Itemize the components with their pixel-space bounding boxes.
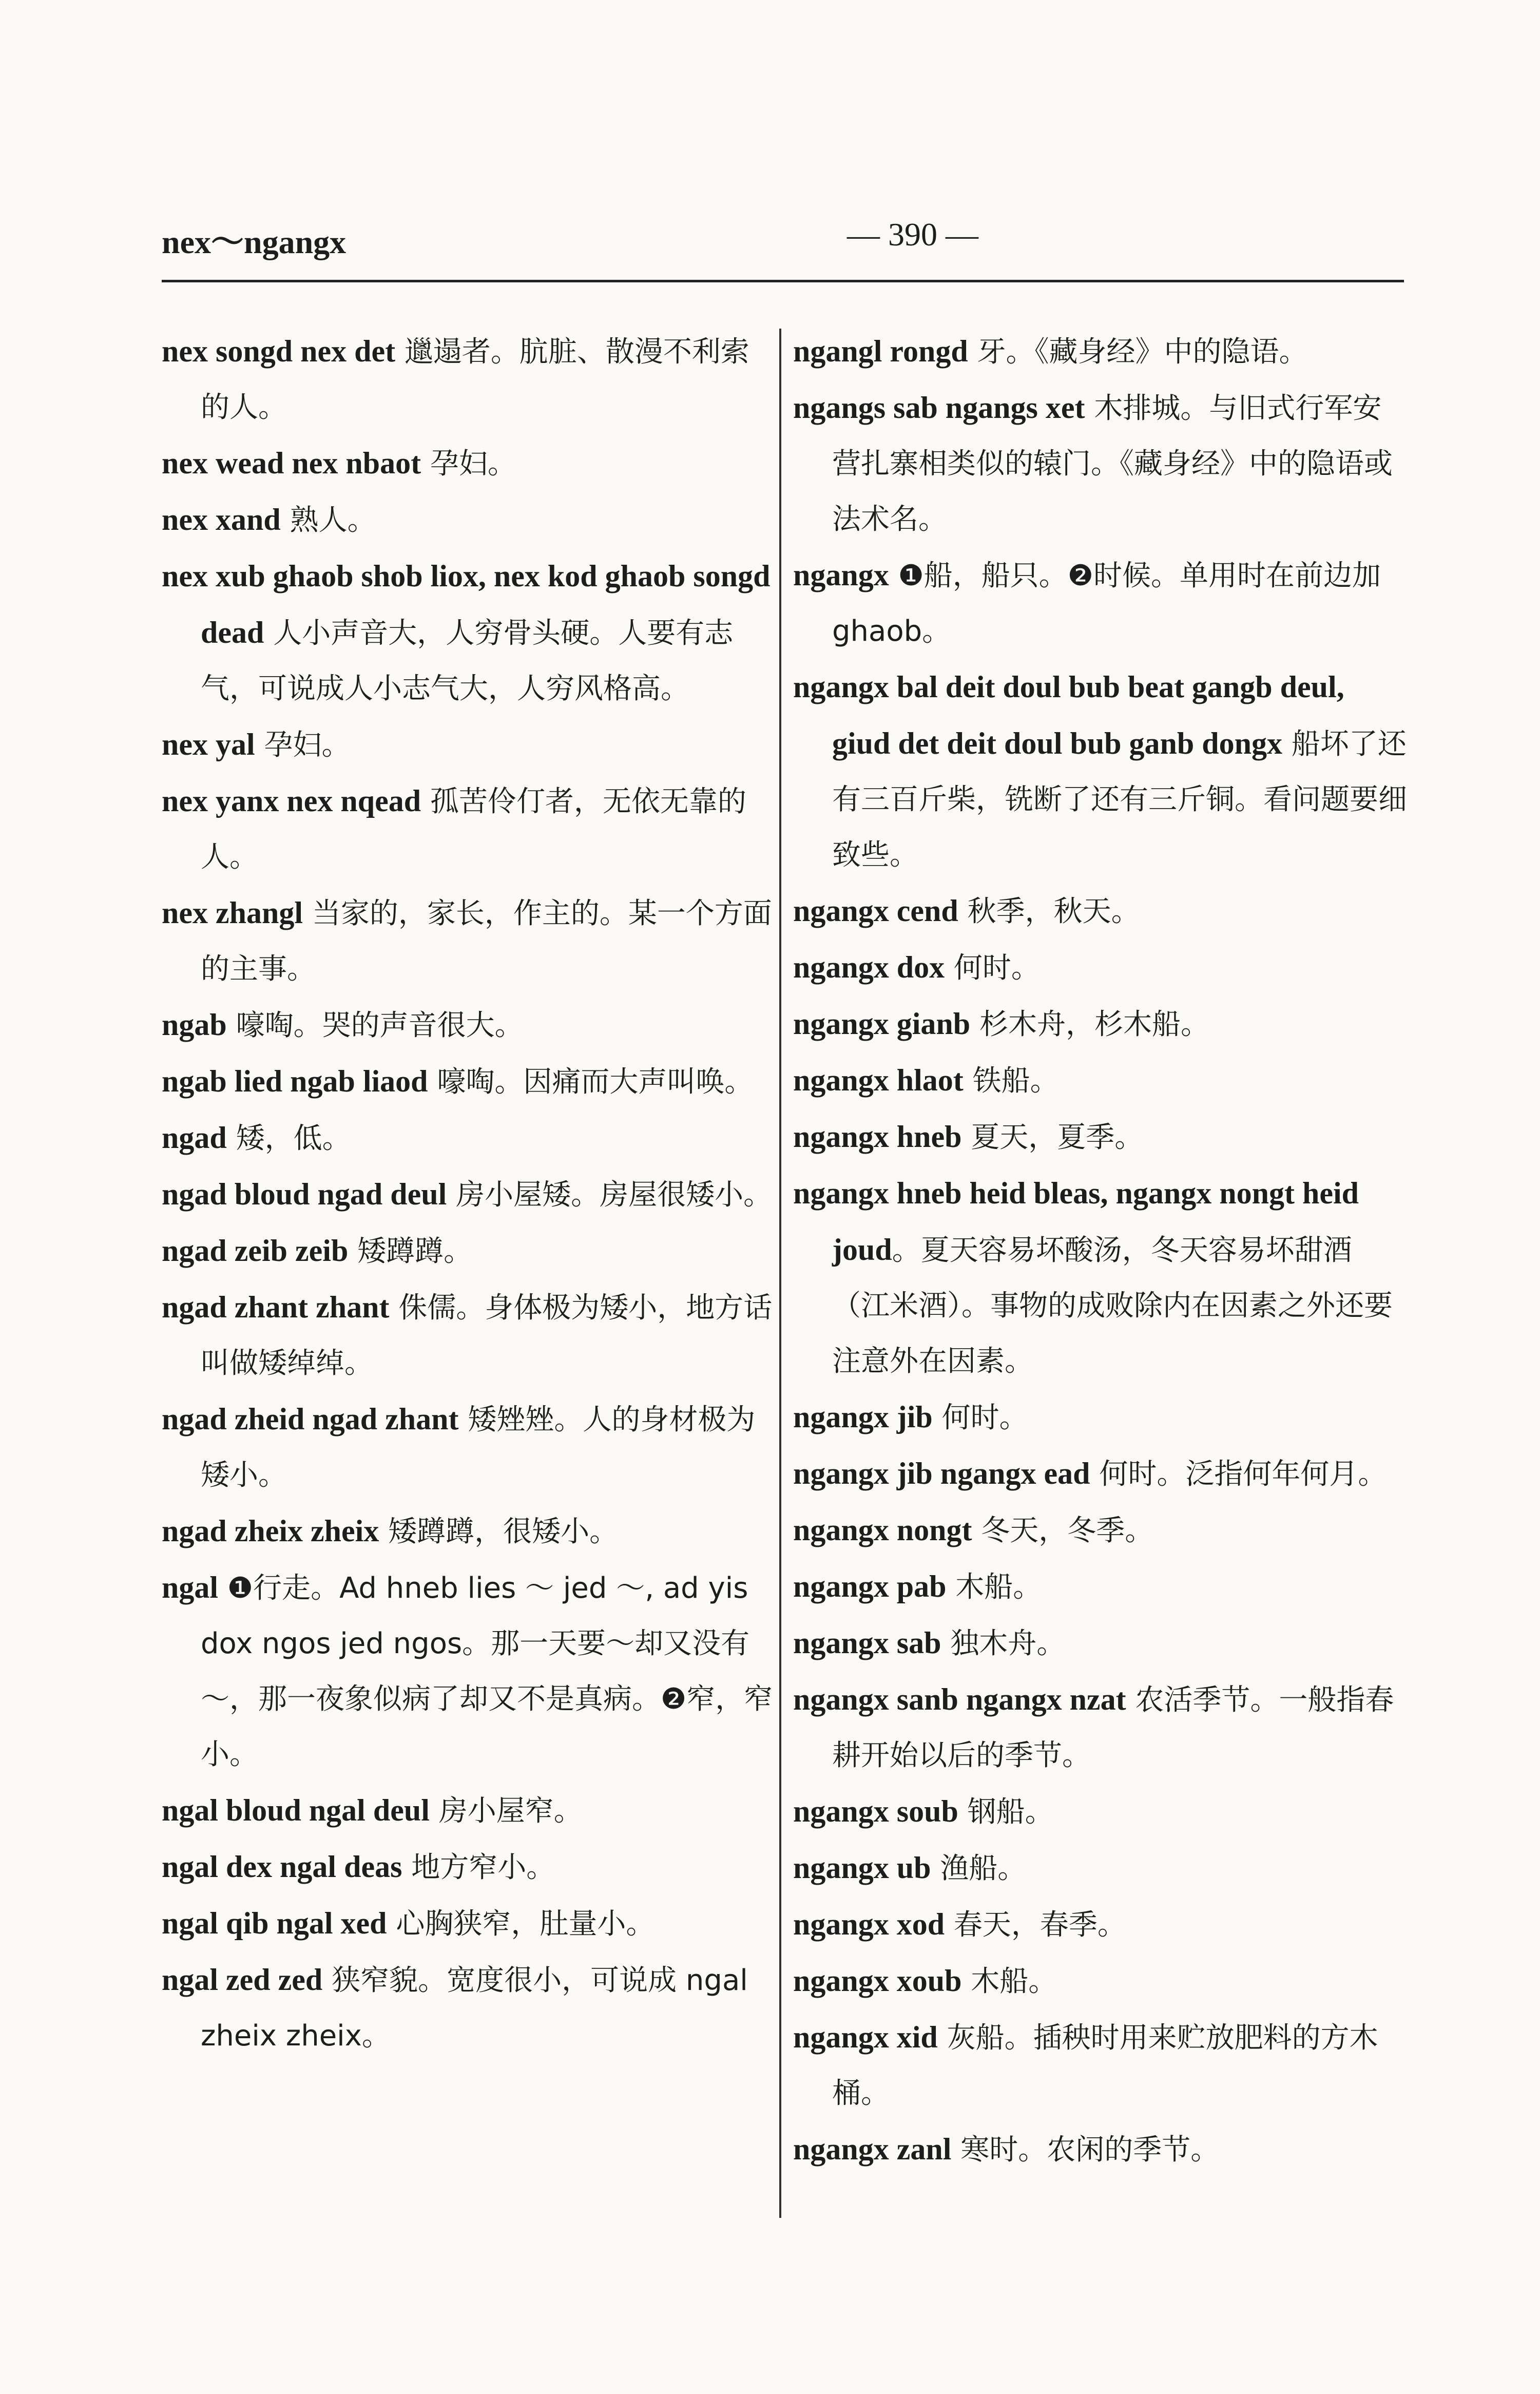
- running-header: [162, 216, 1404, 272]
- left-column: [162, 323, 778, 2064]
- headword: ngangx pab: [793, 1569, 947, 1603]
- definition: 夏天，夏季。: [971, 1121, 1144, 1154]
- definition: 木船。: [971, 1965, 1057, 1998]
- dictionary-entry: [162, 885, 778, 997]
- dictionary-entry: [793, 1165, 1409, 1389]
- definition: 矮，低。: [236, 1122, 351, 1155]
- headword: ngangx gianb: [793, 1007, 971, 1041]
- headword: ngangs sab ngangs xet: [793, 391, 1085, 425]
- definition: 铁船。: [972, 1064, 1059, 1098]
- dictionary-entry: [793, 323, 1409, 380]
- definition: 孤苦伶仃者，无依无靠的人。: [201, 785, 746, 874]
- headword: ngad zheid ngad zhant: [162, 1402, 459, 1436]
- definition: 春天，春季。: [953, 1908, 1126, 1942]
- dictionary-entry: [162, 773, 778, 885]
- definition: 当家的，家长，作主的。某一个方面的主事。: [201, 897, 772, 986]
- definition: 灰船。插秧时用来贮放肥料的方木桶。: [832, 2021, 1378, 2110]
- guide-words: nex～ngangx: [162, 224, 346, 260]
- definition: 嚎啕。哭的声音很大。: [236, 1009, 524, 1042]
- dictionary-entry: [793, 659, 1409, 883]
- definition: 农活季节。一般指春耕开始以后的季节。: [832, 1683, 1394, 1772]
- dictionary-entry: [793, 2009, 1409, 2121]
- definition: 熟人。: [290, 504, 376, 537]
- definition: 矮蹲蹲。: [357, 1235, 473, 1268]
- dictionary-entry: [162, 1223, 778, 1279]
- definition: 何时。: [953, 951, 1040, 985]
- headword: nex songd nex det: [162, 334, 396, 368]
- dictionary-entry: [162, 1839, 778, 1895]
- headword: ngangx jib: [793, 1400, 933, 1434]
- dictionary-entry: [793, 380, 1409, 547]
- headword: nex yal: [162, 727, 255, 761]
- definition: 孕妇。: [264, 729, 351, 762]
- definition: 人小声音大，人穷骨头硬。人要有志气，可说成人小志气大，人穷风格高。: [201, 617, 734, 705]
- headword: ngal dex ngal deas: [162, 1850, 402, 1884]
- headword: ngal: [162, 1571, 219, 1604]
- definition: 杉木舟，杉木船。: [979, 1008, 1209, 1041]
- right-column: [793, 323, 1409, 2178]
- headword: ngad zhant zhant: [162, 1290, 390, 1324]
- headword: ngangx bal deit doul bub beat gangb deul, giud det deit doul bub ganb dongx: [793, 670, 1344, 760]
- headword: ngangx zanl: [793, 2132, 952, 2166]
- definition: 冬天，冬季。: [981, 1514, 1154, 1547]
- headword: ngangx hlaot: [793, 1063, 964, 1097]
- headword: nex yanx nex nqead: [162, 784, 421, 818]
- definition: 心胸狭窄，肚量小。: [396, 1907, 655, 1941]
- headword: ngal qib ngal xed: [162, 1906, 387, 1940]
- headword: ngad zeib zeib: [162, 1234, 349, 1268]
- headword: ngangx jib ngangx ead: [793, 1457, 1090, 1490]
- dictionary-entry: [162, 1391, 778, 1503]
- dictionary-entry: [162, 1560, 778, 1783]
- definition: 独木舟。: [950, 1627, 1066, 1660]
- page-number: — 390 —: [847, 216, 978, 253]
- definition: 地方窄小。: [411, 1851, 555, 1884]
- headword: ngad bloud ngad deul: [162, 1177, 447, 1211]
- headword: ngab lied ngab liaod: [162, 1064, 428, 1098]
- dictionary-entry: [793, 1897, 1409, 1953]
- definition: 寒时。农闲的季节。: [960, 2133, 1220, 2167]
- dictionary-entry: [162, 1895, 778, 1952]
- dictionary-entry: [162, 492, 778, 548]
- headword: ngangx hneb heid bleas, ngangx nongt heid joud: [793, 1176, 1359, 1267]
- definition: ❶船，船只。❷时候。单用时在前边加 ghaob。: [832, 559, 1381, 648]
- definition: 何时。泛指何年何月。: [1099, 1458, 1387, 1491]
- dictionary-entry: [793, 1559, 1409, 1615]
- dictionary-entry: [793, 1840, 1409, 1897]
- dictionary-entry: [793, 996, 1409, 1052]
- column-divider: [779, 329, 781, 2218]
- dictionary-entry: [793, 1389, 1409, 1446]
- dictionary-entry: [793, 1502, 1409, 1559]
- dictionary-entry: [162, 1783, 778, 1839]
- headword: ngangx nongt: [793, 1513, 972, 1547]
- definition: 侏儒。身体极为矮小，地方话叫做矮绰绰。: [201, 1291, 773, 1380]
- headword: ngangx dox: [793, 950, 945, 984]
- headword: ngangx: [793, 558, 889, 592]
- headword: ngangl rongd: [793, 334, 968, 368]
- dictionary-entry: [793, 1446, 1409, 1502]
- dictionary-entry: [793, 1953, 1409, 2009]
- headword: nex xand: [162, 503, 281, 537]
- definition: 秋季，秋天。: [967, 895, 1140, 928]
- headword: ngangx ub: [793, 1851, 931, 1885]
- dictionary-entry: [162, 435, 778, 492]
- definition: 孕妇。: [430, 447, 516, 481]
- definition: 船坏了还有三百斤柴，铣断了还有三斤铜。看问题要细致些。: [832, 727, 1407, 872]
- definition: 木排城。与旧式行军安营扎寨相类似的辕门。《藏身经》中的隐语或法术名。: [832, 392, 1393, 536]
- definition: 。夏天容易坏酸汤，冬天容易坏甜酒（江米酒）。事物的成败除内在因素之外还要注意外在因素。: [832, 1234, 1393, 1378]
- dictionary-entry: [162, 997, 778, 1054]
- dictionary-entry: [162, 1503, 778, 1560]
- headword: ngad: [162, 1121, 227, 1155]
- definition: 狭窄貌。宽度很小，可说成 ngal zheix zheix。: [201, 1964, 748, 2053]
- definition: 钢船。: [967, 1795, 1054, 1829]
- dictionary-entry: [793, 940, 1409, 996]
- definition: 牙。《藏身经》中的隐语。: [977, 335, 1308, 369]
- dictionary-entry: [793, 1615, 1409, 1672]
- headword: ngangx soub: [793, 1794, 958, 1828]
- dictionary-entry: [162, 548, 778, 717]
- dictionary-entry: [793, 883, 1409, 940]
- headword: ngangx sab: [793, 1626, 941, 1660]
- dictionary-entry: [162, 1279, 778, 1391]
- dictionary-entry: [793, 1672, 1409, 1784]
- headword: nex wead nex nbaot: [162, 446, 421, 480]
- headword: ngangx hneb: [793, 1120, 962, 1154]
- definition: 房小屋窄。: [438, 1794, 583, 1828]
- headword: ngangx xod: [793, 1907, 945, 1941]
- definition: 木船。: [955, 1571, 1042, 1604]
- headword: ngangx cend: [793, 894, 958, 928]
- headword: ngal zed zed: [162, 1963, 323, 1997]
- headword: nex xub ghaob shob liox, nex kod ghaob songd dead: [162, 559, 771, 649]
- headword: ngangx sanb ngangx nzat: [793, 1682, 1126, 1716]
- headword: ngad zheix zheix: [162, 1514, 379, 1548]
- definition: 矮蹲蹲，很矮小。: [388, 1515, 619, 1548]
- definition: ❶行走。Ad hneb lies ～ jed ～, ad yis dox ngos jed ngos。那一天要～却又没有～，那一夜象似病了却又不是真病。❷窄，窄小。: [201, 1572, 773, 1771]
- dictionary-entry: [793, 2121, 1409, 2178]
- dictionary-entry: [793, 1109, 1409, 1165]
- dictionary-entry: [793, 1052, 1409, 1109]
- dictionary-entry: [162, 1110, 778, 1166]
- headword: ngal bloud ngal deul: [162, 1793, 430, 1827]
- definition: 嚎啕。因痛而大声叫唤。: [437, 1065, 754, 1099]
- dictionary-entry: [162, 1054, 778, 1110]
- headword: ngangx xid: [793, 2020, 938, 2054]
- headword: ngangx xoub: [793, 1964, 962, 1998]
- definition: 房小屋矮。房屋很矮小。: [456, 1178, 773, 1212]
- dictionary-entry: [793, 547, 1409, 659]
- dictionary-entry: [162, 1952, 778, 2064]
- headword: nex zhangl: [162, 896, 303, 930]
- definition: 矮矬矬。人的身材极为矮小。: [201, 1403, 756, 1492]
- definition: 邋遢者。肮脏、散漫不利索的人。: [201, 335, 749, 424]
- definition: 渔船。: [940, 1852, 1027, 1885]
- dictionary-entry: [162, 1166, 778, 1223]
- definition: 何时。: [941, 1401, 1028, 1434]
- header-rule: [162, 280, 1404, 282]
- dictionary-entry: [793, 1784, 1409, 1840]
- headword: ngab: [162, 1008, 227, 1042]
- dictionary-entry: [162, 323, 778, 435]
- dictionary-entry: [162, 717, 778, 773]
